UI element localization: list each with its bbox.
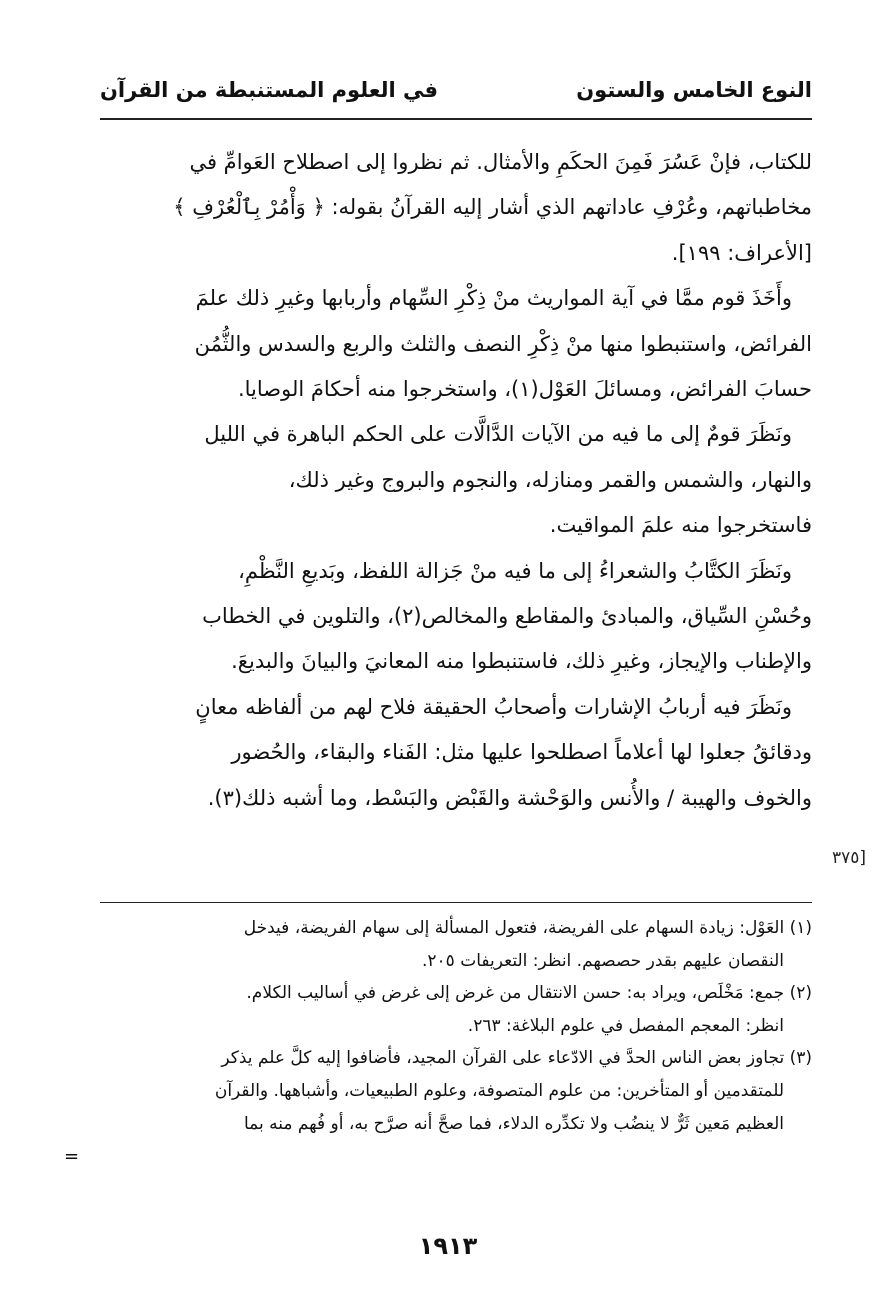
footnote-line: (٢) جمع: مَخْلَص، ويراد به: حسن الانتقال من غرض إلى غرض في أساليب الكلام.: [246, 983, 812, 1004]
footnote-1: [100, 912, 812, 977]
text-line: فاستخرجوا منه علمَ المواقيت.: [549, 513, 812, 538]
footnote-2: [100, 977, 812, 1042]
footnote-line: (٣) تجاوز بعض الناس الحدَّ في الادّعاء على القرآن المجيد، فأضافوا إليه كلَّ علم يذكر: [221, 1048, 812, 1069]
paragraph-4: [100, 549, 812, 685]
footnote-line: النقصان عليهم بقدر حصصهم. انظر: التعريفات ٢٠٥.: [422, 950, 784, 971]
footnote-3: [100, 1042, 812, 1140]
margin-page-reference: [٣٧٥: [832, 848, 867, 868]
text-line: والإطناب والإيجاز، وغيرِ ذلك، فاستنبطوا منه المعانيَ والبيانَ والبديعَ.: [231, 649, 812, 674]
footnote-rule: [100, 902, 812, 903]
text-line: ودقائقُ جعلوا لها أعلاماً اصطلحوا عليها مثل: الفَناء والبقاء، والحُضور: [231, 740, 812, 765]
text-line: حسابَ الفرائض، ومسائلَ العَوْل(١)، واستخرجوا منه أحكامَ الوصايا.: [237, 377, 812, 402]
text-line: للكتاب، فإنْ عَسُرَ فَمِنَ الحكَمِ والأمثال. ثم نظروا إلى اصطلاح العَوامِّ في: [189, 150, 812, 174]
section-title: في العلوم المستنبطة من القرآن: [100, 78, 439, 102]
page-number: ١٩١٣: [418, 1232, 478, 1260]
text-line: ونَظَرَ فيه أربابُ الإشارات وأصحابُ الحقيقة فلاح لهم من ألفاظه معانٍ: [195, 694, 792, 719]
running-header: [100, 74, 812, 114]
footnotes: [100, 912, 812, 1140]
paragraph-3: [100, 412, 812, 548]
text-line: الفرائض، واستنبطوا منها منْ ذِكْرِ النصف والثلث والربع والسدس والثُّمُن: [194, 331, 812, 356]
text-line: ونَظَرَ قومٌ إلى ما فيه من الآيات الدَّالَّات على الحكم الباهرة في الليل: [204, 422, 792, 447]
chapter-title: النوع الخامس والستون: [576, 78, 812, 102]
main-text: [100, 140, 812, 821]
text-line: [الأعراف: ١٩٩].: [671, 240, 812, 265]
footnote-line: (١) العَوْل: زيادة السهام على الفريضة، فتعول المسألة إلى سهام الفريضة، فيدخل: [243, 918, 812, 938]
footnote-line: العظيم مَعين ثَرٌّ لا ينضُب ولا تكدِّره الدلاء، فما صحَّ أنه صرَّح به، أو فُهم منه بما: [243, 1113, 784, 1134]
text-line: والخوف والهيبة / والأُنس والوَحْشة والقَبْض والبَسْط، وما أشبه ذلك(٣).: [207, 785, 812, 810]
text-line: وحُسْنِ السِّياق، والمبادئ والمقاطع والمخالص(٢)، والتلوين في الخطاب: [202, 604, 812, 629]
paragraph-5: [100, 685, 812, 821]
header-rule: [100, 118, 812, 120]
footnote-line: انظر: المعجم المفصل في علوم البلاغة: ٢٦٣.: [467, 1015, 784, 1036]
text-line: والنهار، والشمس والقمر ومنازله، والنجوم والبروج وغير ذلك،: [288, 467, 812, 492]
text-line: مخاطباتهم، وعُرْفِ عاداتهم الذي أشار إليه القرآنُ بقوله: ﴿ وَأْمُرْ بِٱلْعُرْفِ ﴾: [173, 195, 812, 220]
continuation-mark: =: [64, 1146, 80, 1167]
paragraph-2: [100, 276, 812, 412]
footnote-line: للمتقدمين أو المتأخرين: من علوم المتصوفة، وعلوم الطبيعيات، وأشباهها. والقرآن: [214, 1080, 784, 1101]
paragraph-1: [100, 140, 812, 276]
text-line: ونَظَرَ الكتَّابُ والشعراءُ إلى ما فيه منْ جَزالة اللفظ، وبَديعِ النَّظْمِ،: [238, 558, 792, 583]
text-line: وأَخَذَ قوم ممَّا في آية المواريث منْ ذِكْرِ السِّهام وأربابها وغيرِ ذلك علمَ: [195, 286, 792, 311]
